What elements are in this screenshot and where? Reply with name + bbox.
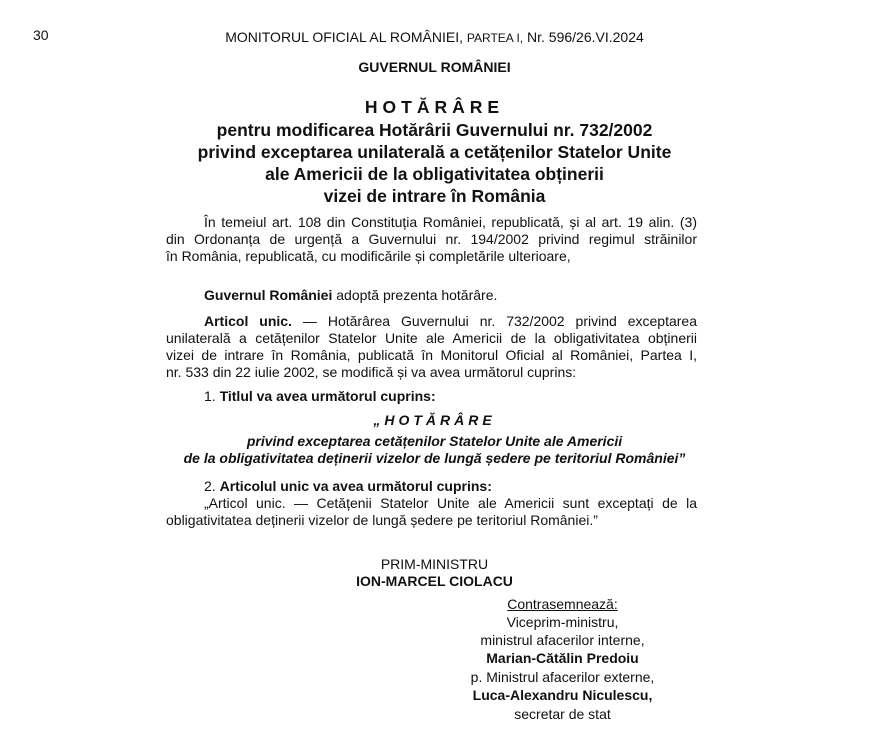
subtitle-line: pentru modificarea Hotărârii Guvernului nr. 732/2002 — [216, 120, 653, 140]
prime-minister-role: PRIM-MINISTRU — [380, 556, 489, 572]
basis-line: din Ordonanța de urgență a Guvernului nr. 194/2002 privind regimul străinilor — [166, 231, 697, 247]
article-paragraph — [166, 313, 697, 381]
legal-basis-paragraph — [166, 214, 697, 265]
item-number: 2. — [204, 478, 216, 494]
adoption-subject: Guvernul României — [204, 287, 333, 303]
article-label: Articol unic. — [204, 313, 292, 329]
quoted-subtitle-line: de la obligativitatea deținerii vizelor de lungă ședere pe teritoriul României” — [183, 450, 686, 466]
gazette-header — [0, 29, 869, 45]
page-number: 30 — [33, 27, 49, 43]
countersign-name: Marian-Cătălin Predoiu — [486, 650, 639, 666]
adoption-rest: adoptă prezenta hotărâre. — [332, 287, 498, 303]
item-text: Articolul unic va avea următorul cuprins: — [219, 478, 492, 494]
header-issue: Nr. 596/26.VI.2024 — [527, 29, 644, 45]
quoted-article-paragraph — [166, 495, 697, 529]
document-title: HOTĂRÂRE — [364, 97, 505, 117]
subtitle-line: ale Americii de la obligativitatea obținerii — [265, 164, 604, 184]
article-line: vizei de intrare în România, publicată în Monitorul Oficial al României, Partea I, — [166, 347, 697, 363]
basis-line: În temeiul art. 108 din Constituția României, republicată, și al art. 19 alin. (3) — [204, 214, 697, 230]
subtitle-line: privind exceptarea unilaterală a cetățenilor Statelor Unite — [197, 142, 672, 162]
article-text: — Hotărârea Guvernului nr. 732/2002 privind exceptarea — [291, 313, 697, 329]
article-line — [166, 313, 697, 330]
quoted-article-line: obligativitatea deținerii vizelor de lungă ședere pe teritoriul României.” — [166, 512, 598, 528]
amendment-item-2 — [204, 478, 492, 494]
subtitle-line: vizei de intrare în România — [323, 186, 546, 206]
article-line: unilaterală a cetățenilor Statelor Unite ale Americii de la obligativitatea obținerii — [166, 330, 697, 346]
amendment-item-1 — [204, 388, 436, 404]
countersign-label: Contrasemnează: — [507, 596, 618, 612]
quoted-title: „HOTĂRÂRE — [373, 412, 496, 428]
header-main: MONITORUL OFICIAL AL ROMÂNIEI, — [225, 29, 463, 45]
basis-line: în România, republicată, cu modificările și completările ulterioare, — [166, 248, 571, 264]
item-number: 1. — [204, 388, 216, 404]
quoted-article-line: „Articol unic. — Cetățenii Statelor Unite ale Americii sunt exceptați de la — [204, 495, 697, 511]
quoted-subtitle-line: privind exceptarea cetățenilor Statelor Unite ale Americii — [246, 433, 623, 449]
item-text: Titlul va avea următorul cuprins: — [219, 388, 436, 404]
countersign-line: p. Ministrul afacerilor externe, — [470, 669, 655, 685]
countersign-line: Viceprim-ministru, — [506, 614, 619, 630]
countersign-name: Luca-Alexandru Niculescu, — [472, 687, 653, 703]
article-line: nr. 533 din 22 iulie 2002, se modifică și va avea următorul cuprins: — [166, 364, 577, 380]
countersign-line: ministrul afacerilor interne, — [480, 632, 645, 648]
adoption-paragraph — [204, 287, 497, 303]
issuer-heading: GUVERNUL ROMÂNIEI — [358, 59, 511, 75]
countersign-line: secretar de stat — [514, 706, 611, 722]
header-part: PARTEA I, — [466, 31, 524, 45]
prime-minister-name: ION-MARCEL CIOLACU — [356, 573, 513, 589]
